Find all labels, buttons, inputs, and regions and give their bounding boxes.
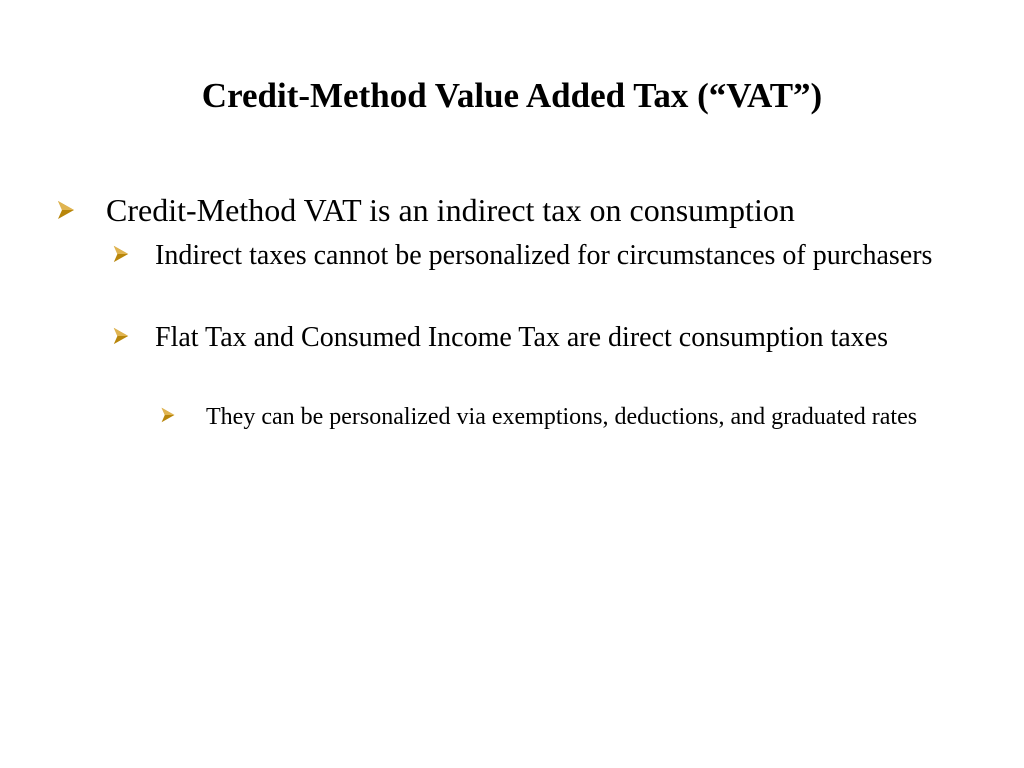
arrow-bullet-icon	[56, 200, 76, 220]
bullet-text: Credit-Method VAT is an indirect tax on consumption	[106, 192, 795, 228]
bullet-level-3	[160, 400, 960, 435]
bullet-level-2	[112, 319, 992, 356]
bullet-level-1	[56, 191, 986, 229]
arrow-bullet-icon	[112, 327, 130, 345]
bullet-text: They can be personalized via exemptions, deductions, and graduated rates	[206, 404, 918, 430]
slide-title: Credit-Method Value Added Tax (“VAT”)	[201, 76, 823, 115]
arrow-bullet-icon	[112, 245, 130, 263]
bullet-text: Indirect taxes cannot be personalized for circumstances of purchasers	[155, 240, 933, 271]
arrow-bullet-icon	[160, 407, 176, 423]
bullet-level-2	[112, 237, 992, 274]
bullet-text: Flat Tax and Consumed Income Tax are direct consumption taxes	[155, 322, 888, 353]
